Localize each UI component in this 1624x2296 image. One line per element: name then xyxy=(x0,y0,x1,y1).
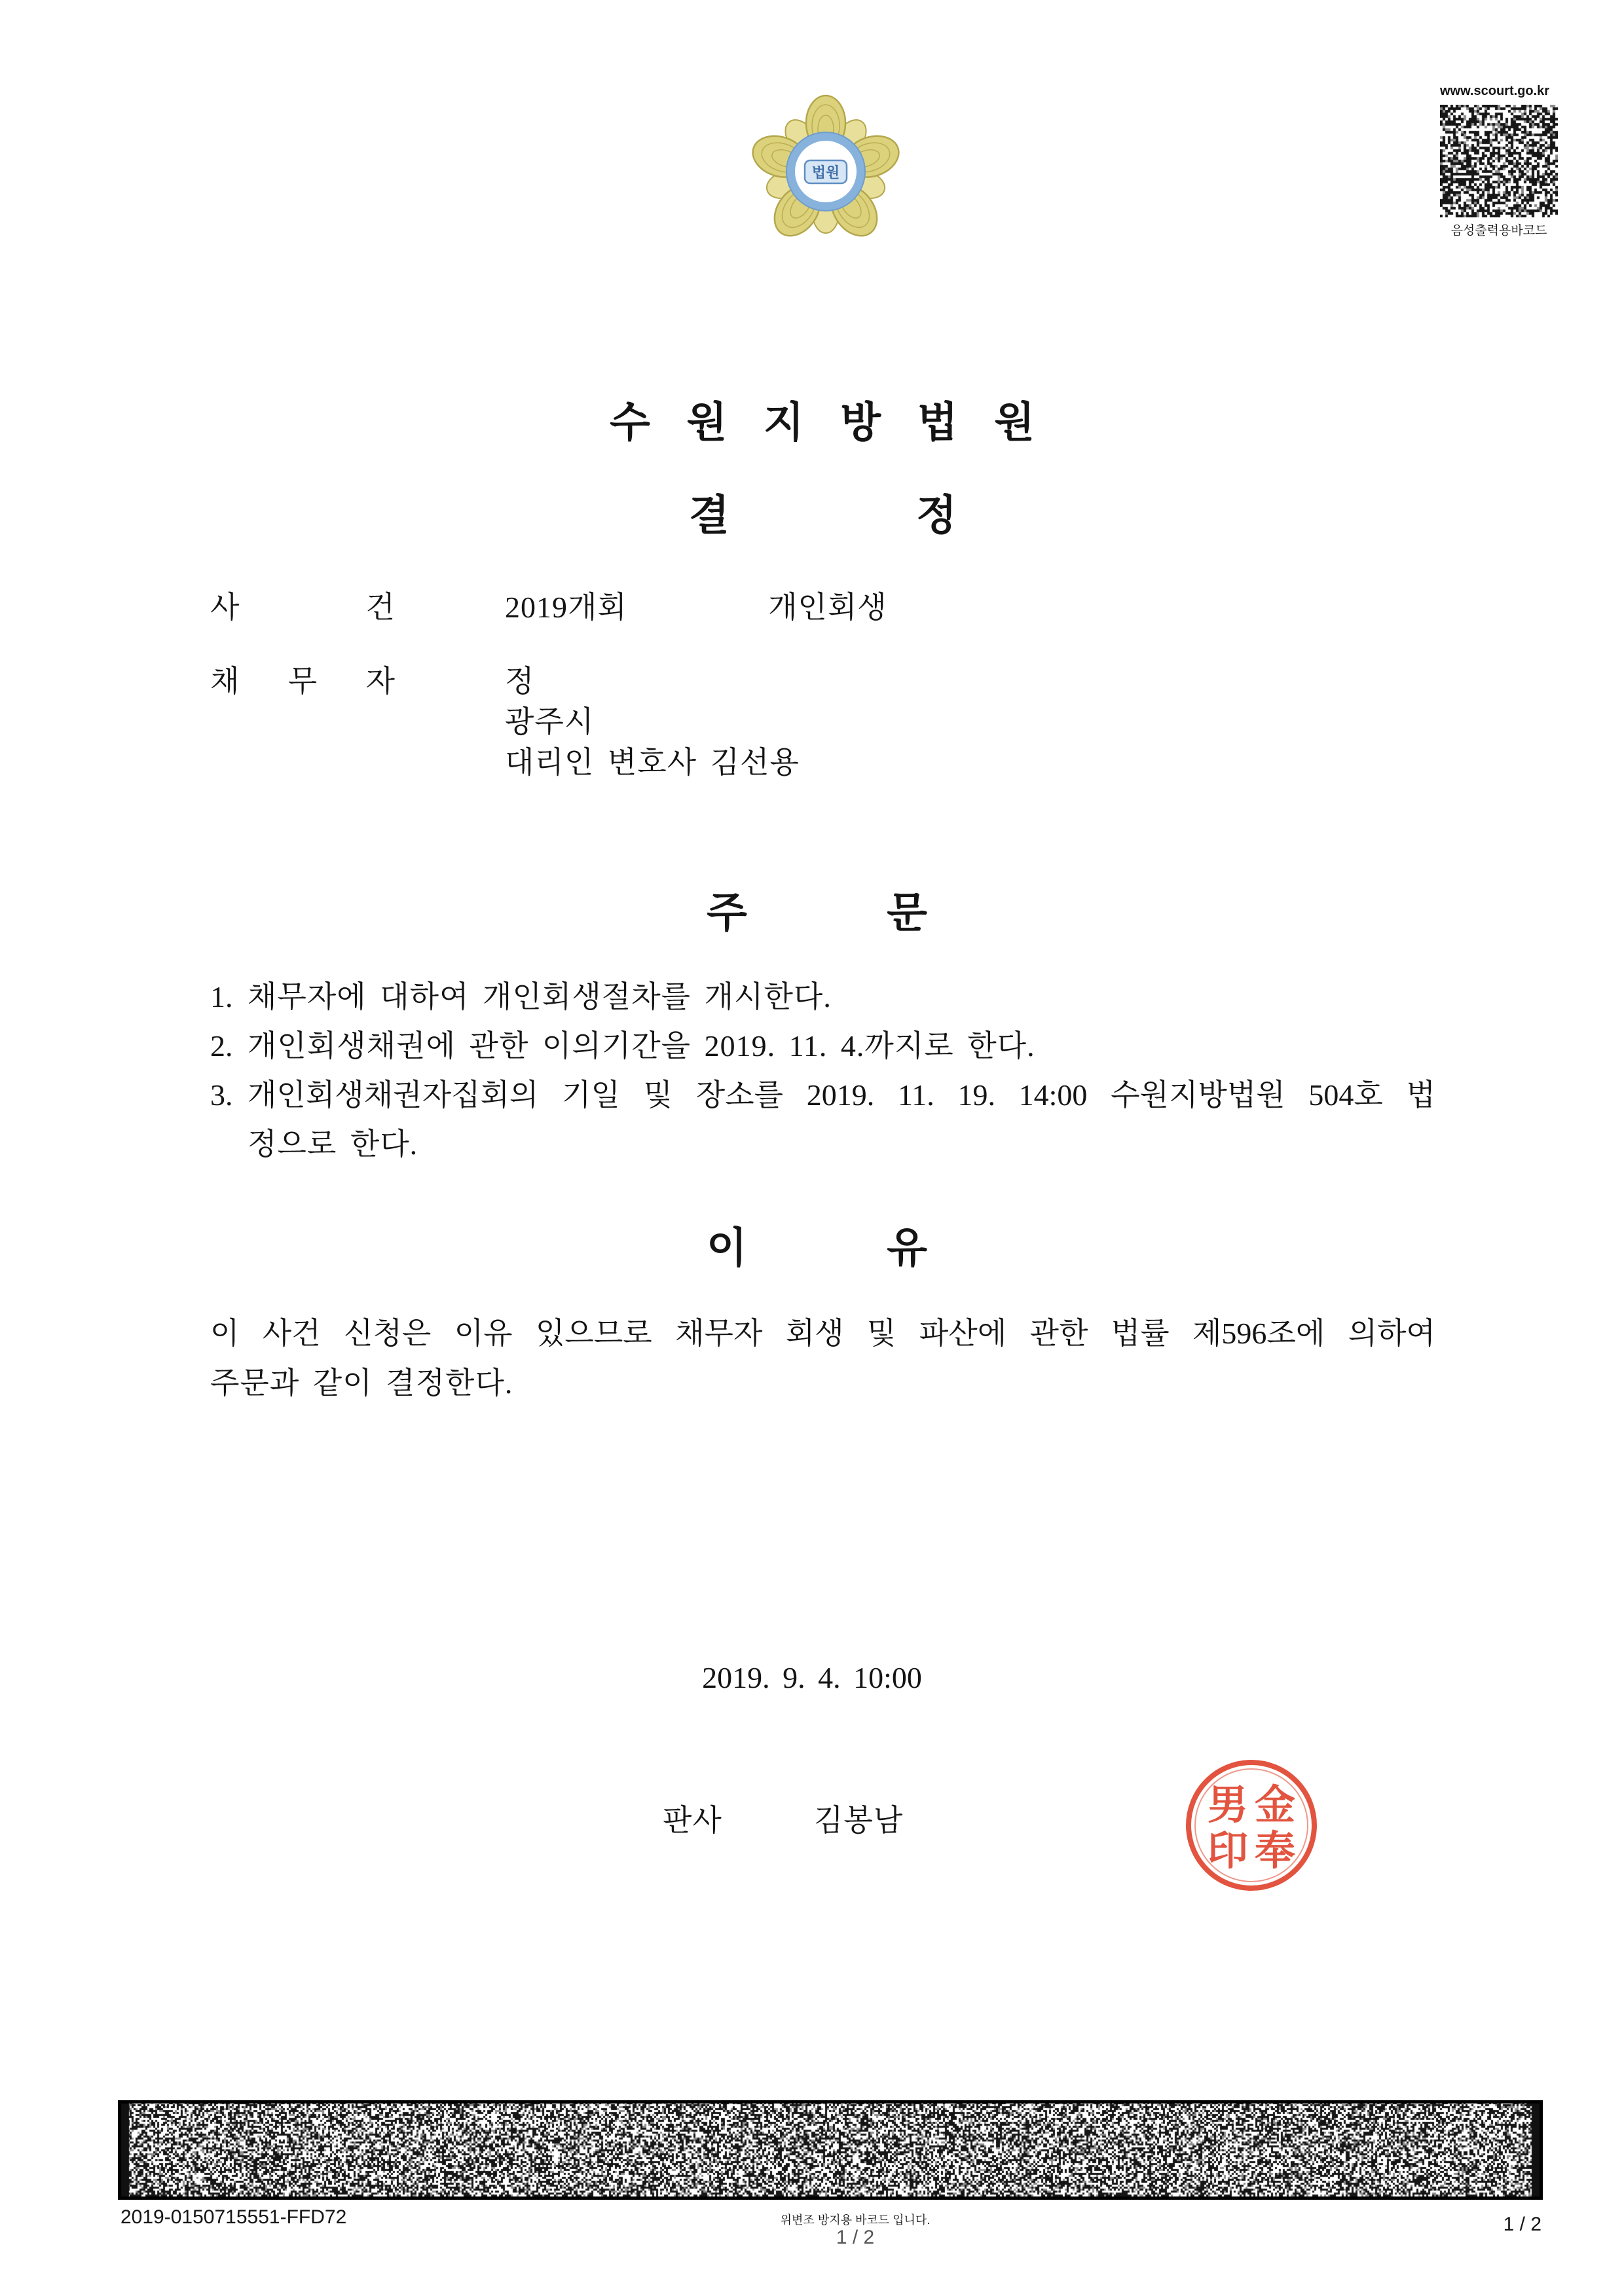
reason-line: 이 사건 신청은 이유 있으므로 채무자 회생 및 파산에 관한 법률 제596조에 의하여 xyxy=(210,1317,1435,1350)
seal-character: 金 xyxy=(1254,1781,1296,1829)
debtor-agent: 대리인 변호사 김선용 xyxy=(505,746,800,779)
reason-line: 주문과 같이 결정한다. xyxy=(210,1366,513,1400)
order-item-text xyxy=(248,972,1435,1021)
judge-name: 김봉남 xyxy=(814,1804,904,1837)
barcode-caption: 위변조 방지용 바코드 입니다. xyxy=(780,2214,931,2227)
court-name: 수 원 지 방 법 원 xyxy=(610,399,1035,446)
decision-datetime: 2019. 9. 4. 10:00 xyxy=(702,1661,922,1694)
order-item-number: 3. xyxy=(210,1078,233,1112)
debtor-address: 광주시 xyxy=(505,705,595,738)
order-item xyxy=(210,972,1435,1021)
case-number: 2019개회 xyxy=(505,591,627,624)
page-indicator-right: 1 / 2 xyxy=(1503,2214,1541,2235)
order-item-text xyxy=(248,1021,1435,1070)
order-item-line: 정으로 한다. xyxy=(248,1127,418,1161)
seal-character: 印 xyxy=(1207,1827,1249,1874)
debtor-name: 정 xyxy=(505,665,535,698)
document-type: 결 정 xyxy=(689,492,957,539)
order-item-line: 개인회생채권자집회의 기일 및 장소를 2019. 11. 19. 14:00 수원지방법원 504호 법 xyxy=(248,1078,1435,1112)
reason-paragraph xyxy=(210,1309,1435,1408)
seal-character: 男 xyxy=(1207,1781,1249,1829)
qr-caption: 음성출력용바코드 xyxy=(1450,224,1547,238)
reason-heading: 이 유 xyxy=(707,1224,927,1271)
anti-forgery-barcode xyxy=(118,2100,1543,2200)
order-heading: 주 문 xyxy=(707,889,927,936)
judge-seal xyxy=(1179,1753,1323,1897)
debtor-info xyxy=(505,661,800,783)
order-item-line: 채무자에 대하여 개인회생절차를 개시한다. xyxy=(248,980,832,1013)
order-item-text xyxy=(248,1070,1435,1169)
seal-character: 奉 xyxy=(1254,1827,1296,1874)
emblem-text: 법원 xyxy=(811,165,840,181)
qr-url: www.scourt.go.kr xyxy=(1440,84,1550,98)
debtor-label: 채 무 자 xyxy=(210,665,395,698)
order-item-number: 2. xyxy=(210,1029,233,1063)
court-emblem xyxy=(747,93,904,250)
case-name: 개인회생 xyxy=(768,591,887,624)
order-item-number: 1. xyxy=(210,980,233,1013)
qr-code xyxy=(1440,105,1558,217)
order-list xyxy=(210,972,1435,1169)
order-item-line: 개인회생채권에 관한 이의기간을 2019. 11. 4.까지로 한다. xyxy=(248,1029,1035,1063)
order-item xyxy=(210,1070,1435,1169)
document-number: 2019-0150715551-FFD72 xyxy=(120,2206,347,2228)
case-label: 사 건 xyxy=(210,591,395,624)
page-indicator-center: 1 / 2 xyxy=(836,2227,875,2248)
judge-title: 판사 xyxy=(663,1804,722,1837)
order-item xyxy=(210,1021,1435,1070)
